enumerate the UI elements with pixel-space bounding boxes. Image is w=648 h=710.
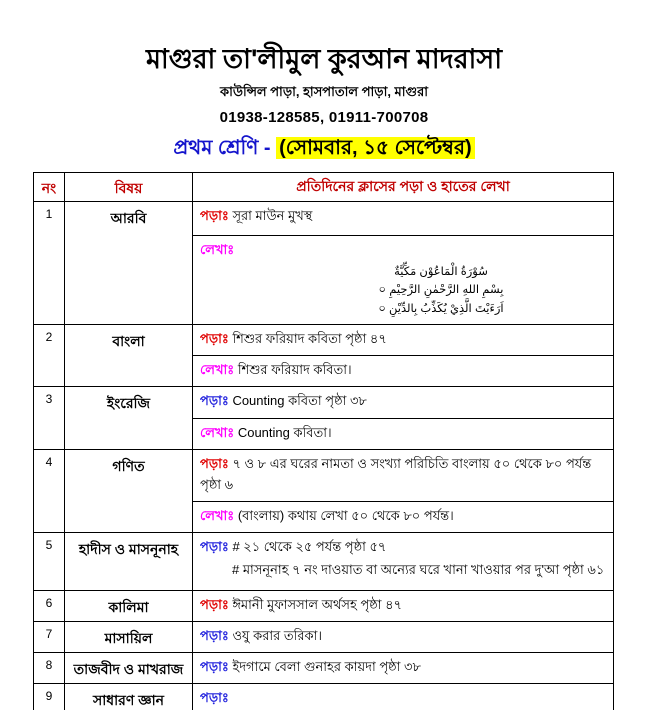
row-number: 7 <box>34 622 65 652</box>
table-row <box>34 590 613 621</box>
col-header-details <box>193 173 613 201</box>
pora-text: # ২১ থেকে ২৫ পর্যন্ত পৃষ্ঠা ৫৭ <box>232 539 387 555</box>
table-row <box>34 386 613 449</box>
pora-label: পড়াঃ <box>200 331 229 347</box>
pora-label: পড়াঃ <box>200 690 229 706</box>
details-cell <box>193 622 613 652</box>
row-number: 8 <box>34 653 65 683</box>
table-row <box>34 683 613 710</box>
lekha-subcell <box>193 501 613 532</box>
lekha-label: লেখাঃ <box>200 425 235 441</box>
row-number: 1 <box>34 202 65 324</box>
subject-cell: হাদীস ও মাসনূনাহ <box>65 533 193 590</box>
table-row <box>34 324 613 386</box>
pora-subcell <box>193 533 613 590</box>
details-cell <box>193 202 613 324</box>
lekha-label: লেখাঃ <box>200 508 235 524</box>
lekha-text: (বাংলায়) কথায় লেখা ৫০ থেকে ৮০ পর্যন্ত। <box>237 508 454 524</box>
details-cell <box>193 450 613 532</box>
pora-text: ৭ ও ৮ এর ঘরের নামতা ও সংখ্যা পরিচিতি বাংলায় ৫০ থেকে ৮০ পর্যন্ত পৃষ্ঠা ৬ <box>200 456 592 493</box>
lekha-label: লেখাঃ <box>200 242 235 257</box>
pora-label: পড়াঃ <box>200 393 229 409</box>
pora-text: ঈমানী মুফাসসাল অর্থসহ পৃষ্ঠা ৪৭ <box>232 597 403 613</box>
pora-text: সূরা মাউন মুখস্থ <box>232 208 313 223</box>
arabic-line: سُوْرَةُ الْمَاعُوْن مَكِّيَّةٌ <box>394 266 488 278</box>
madrasa-title: মাগুরা তা'লীমুল কুরআন মাদরাসা <box>145 44 503 74</box>
subject-cell: আরবি <box>65 202 193 324</box>
pora-label: পড়াঃ <box>200 597 229 613</box>
lekha-subcell <box>193 418 613 449</box>
lesson-table <box>33 172 614 710</box>
pora-subcell <box>193 622 613 652</box>
pora-text-line2: # মাসনূনাহ ৭ নং দাওয়াত বা অন্যের ঘরে খানা খাওয়ার পর দু'আ পৃষ্ঠা ৬১ <box>232 562 605 578</box>
subject-cell: সাধারণ জ্ঞান <box>65 684 193 710</box>
pora-subcell <box>193 387 613 418</box>
pora-subcell <box>193 450 613 501</box>
details-cell <box>193 533 613 590</box>
madrasa-address: কাউন্সিল পাড়া, হাসপাতাল পাড়া, মাগুরা <box>219 84 428 100</box>
lekha-label: লেখাঃ <box>200 362 235 378</box>
pora-text: ওযু করার তরিকা। <box>232 628 323 644</box>
pora-text: ইদগামে বেলা গুনাহর কায়দা পৃষ্ঠা ৩৮ <box>232 659 421 675</box>
subject-cell: গণিত <box>65 450 193 532</box>
lekha-subcell <box>193 235 613 324</box>
row-number: 5 <box>34 533 65 590</box>
table-row <box>34 532 613 590</box>
pora-subcell <box>193 202 613 235</box>
lekha-text: শিশুর ফরিয়াদ কবিতা। <box>237 362 352 378</box>
arabic-line: ০ بِسْمِ اللهِ الرَّحْمٰنِ الرَّحِيْمِ <box>378 284 504 297</box>
row-number: 6 <box>34 591 65 621</box>
table-row <box>34 652 613 683</box>
details-cell <box>193 325 613 386</box>
lekha-subcell <box>193 355 613 386</box>
pora-subcell <box>193 325 613 355</box>
document-header <box>0 42 648 166</box>
subject-cell: ইংরেজি <box>65 387 193 449</box>
phone-numbers: 01938-128585, 01911-700708 <box>219 109 429 127</box>
pora-text: শিশুর ফরিয়াদ কবিতা পৃষ্ঠা ৪৭ <box>232 331 387 347</box>
col-header-subject: বিষয় <box>65 173 193 201</box>
pora-label: পড়াঃ <box>200 659 229 675</box>
details-cell <box>193 653 613 683</box>
row-number: 3 <box>34 387 65 449</box>
table-row <box>34 201 613 324</box>
arabic-writing-block <box>323 263 559 318</box>
pora-subcell <box>193 653 613 683</box>
class-name: প্রথম শ্রেণি - <box>173 137 271 160</box>
class-line <box>0 133 648 166</box>
row-number: 9 <box>34 684 65 710</box>
details-cell <box>193 591 613 621</box>
table-header-row <box>34 173 613 201</box>
class-date-highlight: (সোমবার, ১৫ সেপ্টেম্বর) <box>276 137 475 159</box>
arabic-line: ০ اَرَءَيْتَ الَّذِيْ يُكَذِّبُ بِالدِّيْنِ <box>378 302 504 315</box>
pora-label: পড়াঃ <box>200 628 229 644</box>
col-header-details-text: প্রতিদিনের ক্লাসের পড়া ও হাতের লেখা <box>296 178 510 194</box>
row-number: 2 <box>34 325 65 386</box>
lekha-text: Counting কবিতা। <box>237 425 332 441</box>
pora-label: পড়াঃ <box>200 208 229 223</box>
col-header-no: নং <box>34 173 65 201</box>
subject-cell: বাংলা <box>65 325 193 386</box>
table-row <box>34 621 613 652</box>
subject-cell: কালিমা <box>65 591 193 621</box>
details-cell <box>193 684 613 710</box>
pora-subcell <box>193 591 613 621</box>
subject-cell: মাসায়িল <box>65 622 193 652</box>
pora-subcell <box>193 684 613 710</box>
subject-cell: তাজবীদ ও মাখরাজ <box>65 653 193 683</box>
details-cell <box>193 387 613 449</box>
pora-text: Counting কবিতা পৃষ্ঠা ৩৮ <box>232 393 367 409</box>
pora-label: পড়াঃ <box>200 539 229 555</box>
pora-label: পড়াঃ <box>200 456 229 472</box>
table-row <box>34 449 613 532</box>
row-number: 4 <box>34 450 65 532</box>
